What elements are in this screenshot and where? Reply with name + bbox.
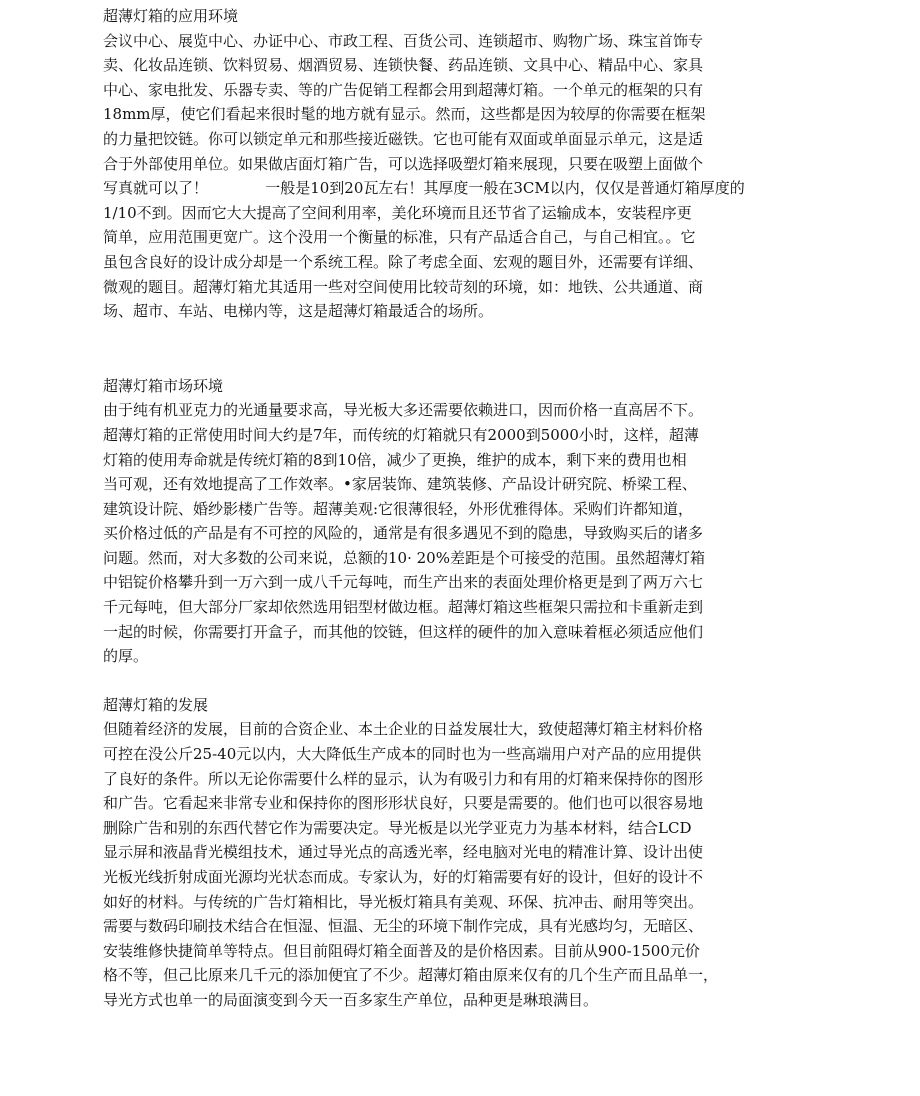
section-heading: 超薄灯箱的发展 [103,695,209,714]
section-market-environment [103,374,823,669]
paragraph-line: 虽包含良好的设计成分却是一个系统工程。除了考虑全面、宏观的题目外，还需要有详细、 [103,252,704,271]
paragraph-line: 中铝锭价格攀升到一万六到一成八千元每吨，而生产出来的表面处理价格更是到了两万六七 [103,573,704,592]
paragraph-line: 问题。然而，对大多数的公司来说，总额的10· 20%差距是个可接受的范围。虽然超薄灯箱 [103,548,705,567]
paragraph-line: 灯箱的使用寿命就是传统灯箱的8到10倍，减少了更换，维护的成本，剩下来的费用也相 [103,450,687,469]
paragraph-line: 当可观，还有效地提高了工作效率。•家居装饰、建筑装修、产品设计研究院、桥梁工程、 [103,475,697,494]
paragraph-line: 由于纯有机亚克力的光通量要求高，导光板大多还需要依赖进口，因而价格一直高居不下。 [103,401,704,420]
paragraph-line: 买价格过低的产品是有不可控的风险的，通常是有很多遇见不到的隐患，导致购买后的诸多 [103,524,704,543]
paragraph-line: 如好的材料。与传统的广告灯箱相比，导光板灯箱具有美观、环保、抗冲击、耐用等突出。 [103,892,704,911]
paragraph-line: 中心、家电批发、乐器专卖、等的广告促销工程都会用到超薄灯箱。一个单元的框架的只有 [103,80,704,99]
paragraph-line: 会议中心、展览中心、办证中心、市政工程、百货公司、连锁超市、购物广场、珠宝首饰专 [103,31,704,50]
paragraph-line: 可控在没公斤25-40元以内，大大降低生产成本的同时也为一些高端用户对产品的应用提供 [103,745,702,764]
paragraph-line: 场、超市、车站、电梯内等，这是超薄灯箱最适合的场所。 [103,302,494,321]
paragraph-line: 需要与数码印刷技术结合在恒湿、恒温、无尘的环境下制作完成，具有光感均匀，无暗区、 [103,917,704,936]
paragraph-line: 1/10不到。因而它大大提高了空间利用率，美化环境而且还节省了运输成本，安装程序更 [103,203,692,222]
section-heading: 超薄灯箱的应用环境 [103,7,239,25]
paragraph-line: 光板光线折射成面光源均光状态而成。专家认为，好的灯箱需要有好的设计，但好的设计不 [103,868,704,886]
paragraph-line: 删除广告和别的东西代替它作为需要决定。导光板是以光学亚克力为基本材料，结合LCD [103,818,692,837]
section-heading: 超薄灯箱市场环境 [103,376,224,395]
paragraph-line: 的力量把饺链。你可以锁定单元和那些接近磁铁。它也可能有双面或单面显示单元，这是适 [103,129,704,148]
paragraph-line: 简单，应用范围更宽广。这个没用一个衡量的标准，只有产品适合自己，与自己相宜。。它 [103,228,696,247]
paragraph-line: 写真就可以了！ 一般是10到20瓦左右！其厚度一般在3CM以内，仅仅是普通灯箱厚度的 [103,179,745,198]
paragraph-line: 安装维修快捷简单等特点。但目前阻碍灯箱全面普及的是价格因素。目前从900-1500元价 [103,941,700,960]
paragraph-line: 卖、化妆品连锁、饮料贸易、烟酒贸易、连锁快餐、药品连锁、文具中心、精品中心、家具 [103,56,704,75]
paragraph-line: 微观的题目。超薄灯箱尤其适用一些对空间使用比较苛刻的环境，如：地铁、公共通道、商 [103,277,704,296]
section-development [103,693,823,1013]
paragraph-line: 了良好的条件。所以无论你需要什么样的显示，认为有吸引力和有用的灯箱来保持你的图形 [103,769,704,788]
section-application-environment [103,4,823,324]
paragraph-line: 但随着经济的发展，目前的合资企业、本土企业的日益发展壮大，致使超薄灯箱主材料价格 [103,720,704,739]
paragraph-line: 18mm厚，使它们看起来很时髦的地方就有显示。然而，这些都是因为较厚的你需要在框架 [103,105,706,124]
paragraph-line: 超薄灯箱的正常使用时间大约是7年，而传统的灯箱就只有2000到5000小时，这样，超薄 [103,425,699,444]
paragraph-line: 建筑设计院、婚纱影楼广告等。超薄美观:它很薄很轻，外形优雅得体。采购们许都知道， [103,499,694,518]
paragraph-line: 格不等，但己比原来几千元的添加便宜了不少。超薄灯箱由原来仅有的几个生产而且品单一， [103,966,719,985]
document-page [103,4,823,1013]
paragraph-line: 和广告。它看起来非常专业和保持你的图形形状良好，只要是需要的。他们也可以很容易地 [103,794,704,813]
paragraph-line: 千元每吨，但大部分厂家却依然选用铝型材做边框。超薄灯箱这些框架只需拉和卡重新走到 [103,598,704,617]
paragraph-line: 合于外部使用单位。如果做店面灯箱广告，可以选择吸塑灯箱来展现，只要在吸塑上面做个 [103,154,704,173]
paragraph-line: 一起的时候，你需要打开盒子，而其他的饺链，但这样的硬件的加入意味着框必须适应他们 [103,622,704,641]
paragraph-line: 导光方式也单一的局面演变到今天一百多家生产单位，品种更是琳琅满目。 [103,990,599,1009]
paragraph-line: 的厚。 [103,647,149,666]
paragraph-line: 显示屏和液晶背光模组技术，通过导光点的高透光率，经电脑对光电的精准计算、设计出使 [103,843,704,862]
